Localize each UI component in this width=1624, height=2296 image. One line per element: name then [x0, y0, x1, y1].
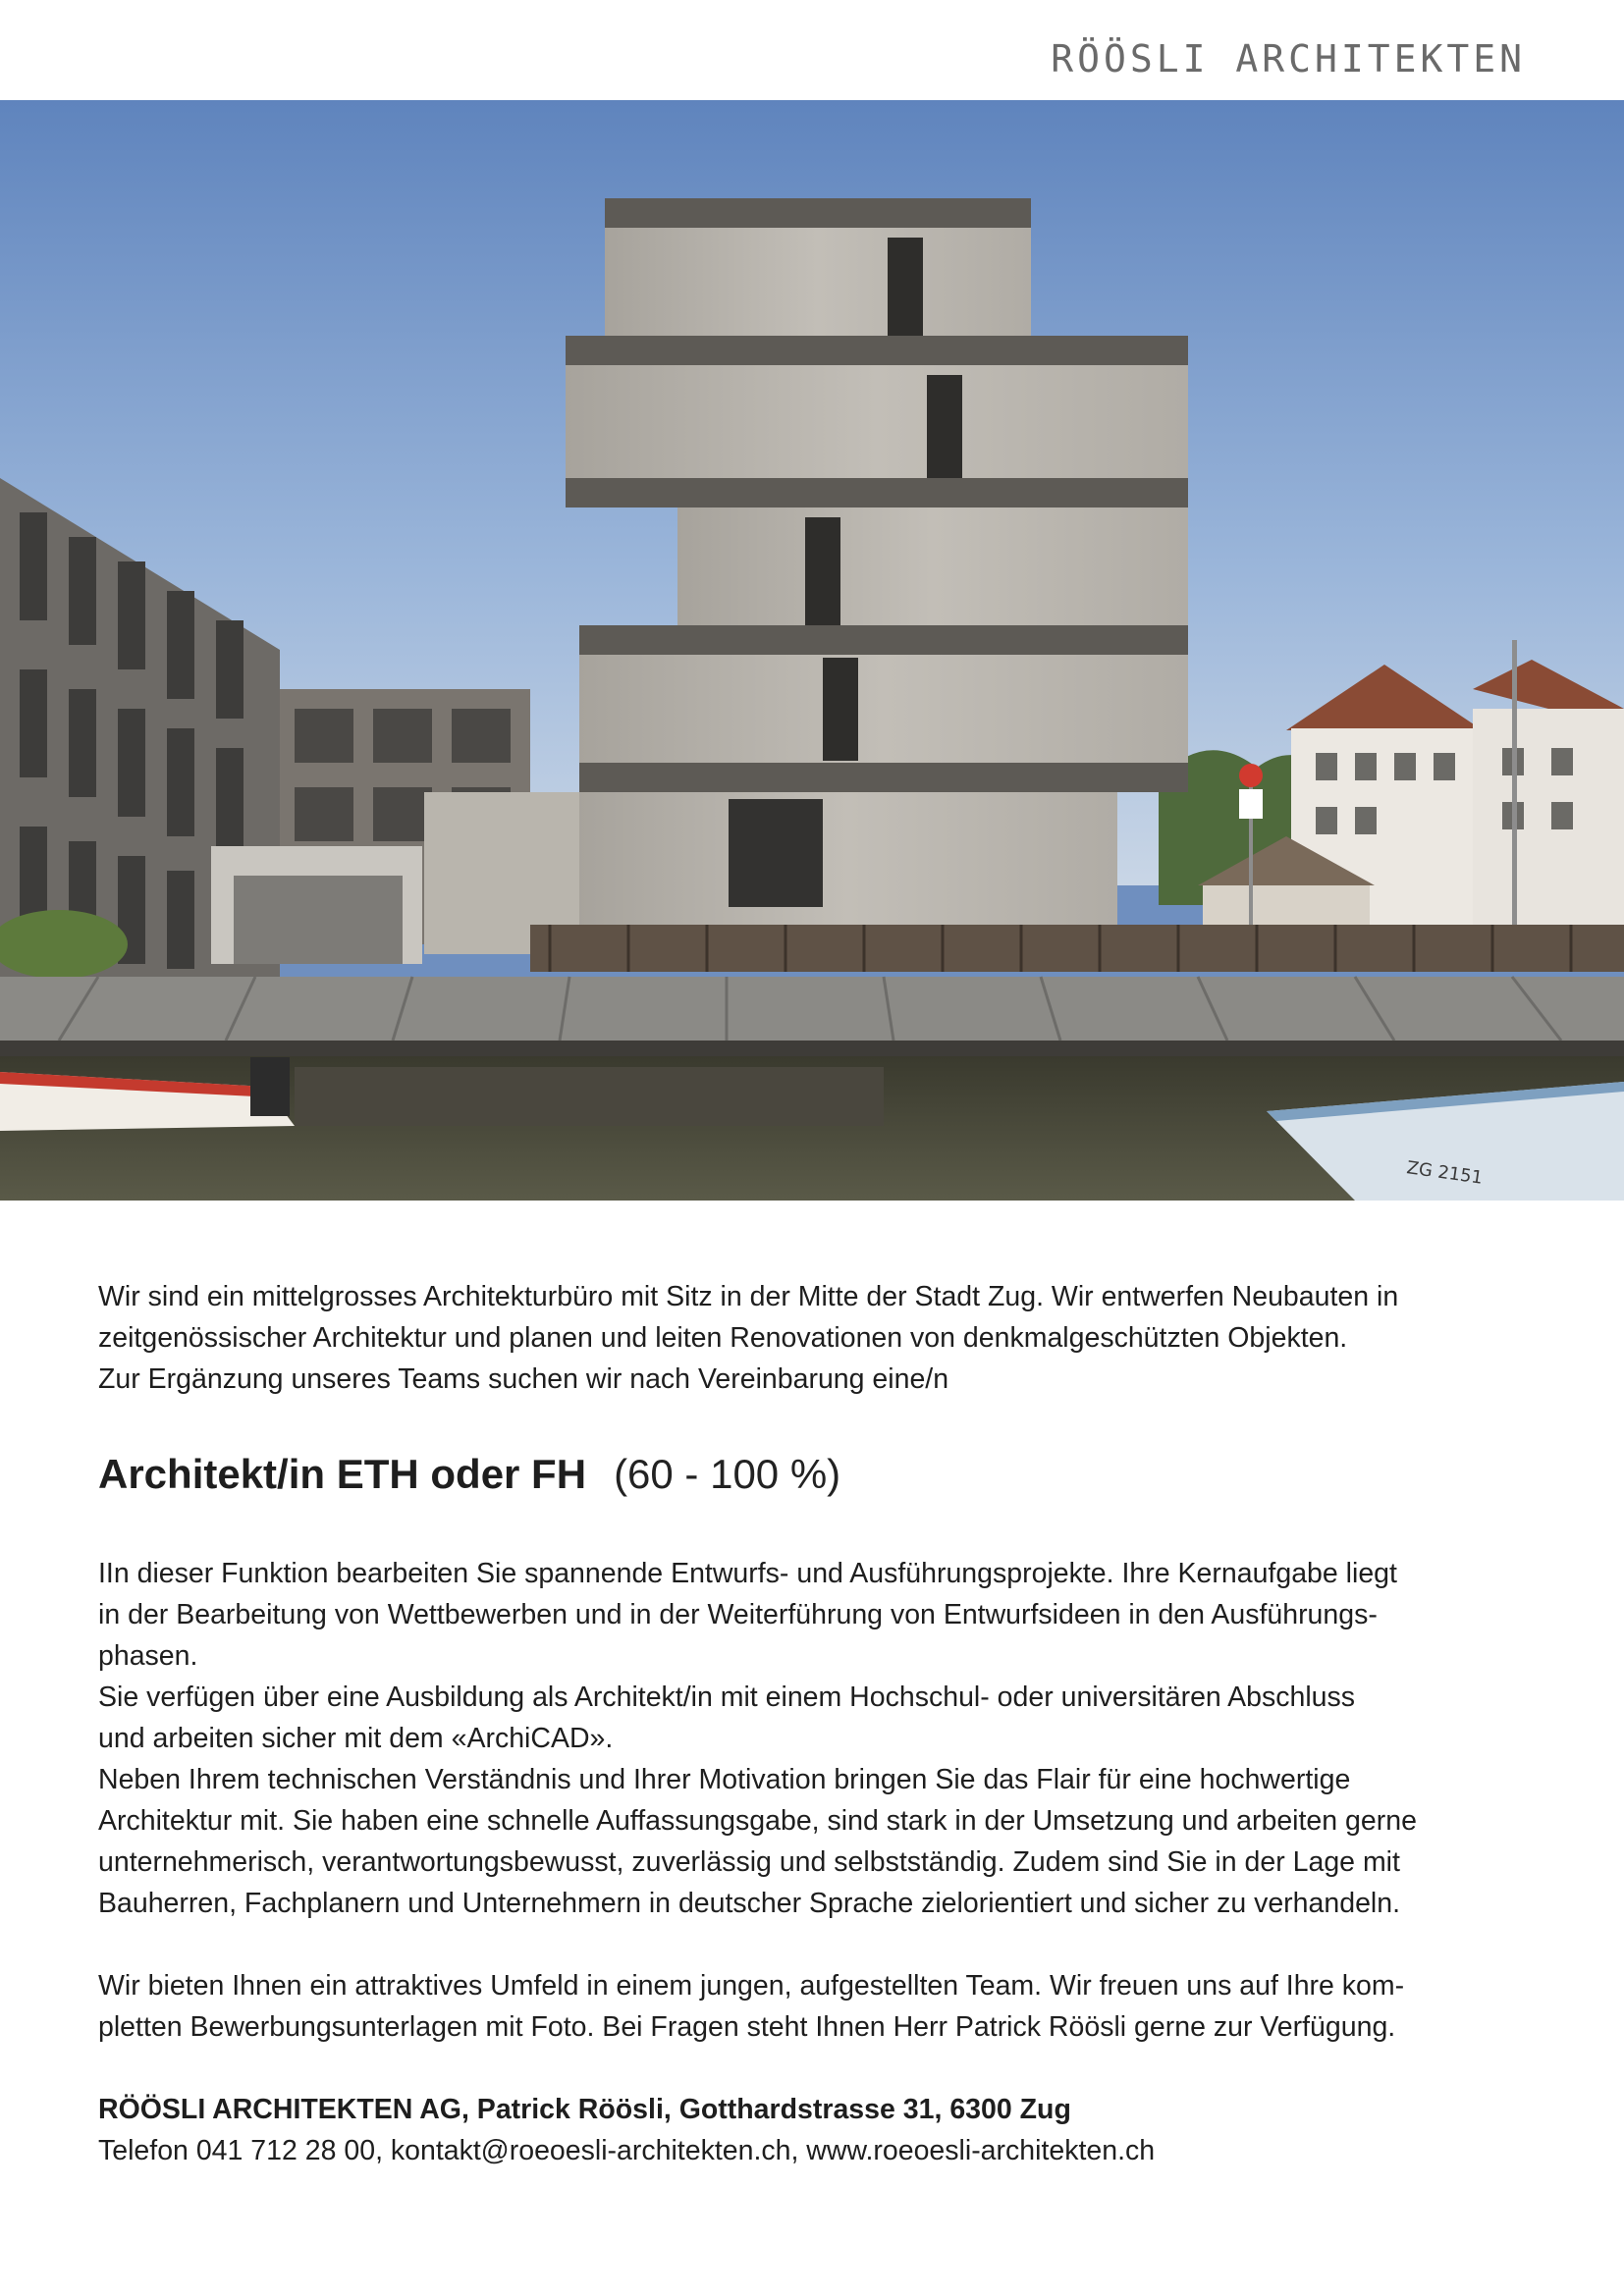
description-line: Architektur mit. Sie haben eine schnelle Auffassungsgabe, sind stark in der Umsetzung und arbeiten gerne: [98, 1805, 1417, 1837]
offer-line: pletten Bewerbungsunterlagen mit Foto. Bei Fragen steht Ihnen Herr Patrick Röösli gerne zur Verfügung.: [98, 2011, 1396, 2043]
contact-block: [98, 2089, 1532, 2171]
description-line: unternehmerisch, verantwortungsbewusst, zuverlässig und selbstständig. Zudem sind Sie in der Lage mit: [98, 1846, 1400, 1878]
job-percentage: (60 - 100 %): [614, 1451, 841, 1497]
description-line: Sie verfügen über eine Ausbildung als Architekt/in mit einem Hochschul- oder universitären Abschluss: [98, 1682, 1356, 1713]
intro-line: Zur Ergänzung unseres Teams suchen wir nach Vereinbarung eine/n: [98, 1363, 949, 1395]
intro-line: zeitgenössischer Architektur und planen und leiten Renovationen von denkmalgeschützten Objekten.: [98, 1322, 1348, 1354]
job-title: Architekt/in ETH oder FH: [98, 1451, 587, 1497]
hero-photo-building: [0, 100, 1624, 1201]
description-line: phasen.: [98, 1640, 198, 1672]
intro-line: Wir sind ein mittelgrosses Architekturbüro mit Sitz in der Mitte der Stadt Zug. Wir entwerfen Neubauten in: [98, 1281, 1399, 1312]
description-line: Neben Ihrem technischen Verständnis und Ihrer Motivation bringen Sie das Flair für eine hochwertige: [98, 1764, 1351, 1795]
contact-company-address: RÖÖSLI ARCHITEKTEN AG, Patrick Röösli, Gotthardstrasse 31, 6300 Zug: [98, 2094, 1071, 2125]
brand-wordmark: RÖÖSLI ARCHITEKTEN: [1051, 37, 1526, 80]
job-description: [98, 1553, 1532, 2048]
job-advert-content: [98, 1276, 1532, 2171]
description-line: Bauherren, Fachplanern und Unternehmern in deutscher Sprache zielorientiert und sicher zu verhandeln.: [98, 1888, 1401, 1919]
contact-details: Telefon 041 712 28 00, kontakt@roeoesli-architekten.ch, www.roeoesli-architekten.ch: [98, 2135, 1156, 2166]
intro-paragraph: [98, 1276, 1532, 1400]
offer-line: Wir bieten Ihnen ein attraktives Umfeld in einem jungen, aufgestellten Team. Wir freuen uns auf Ihre kom-: [98, 1970, 1405, 2002]
job-title-heading: [98, 1447, 1532, 1502]
boat-registration-label: ZG 2151: [1405, 1157, 1485, 1189]
description-line: in der Bearbeitung von Wettbewerben und in der Weiterführung von Entwurfsideen in den Ausführungs-: [98, 1599, 1378, 1630]
description-line: und arbeiten sicher mit dem «ArchiCAD».: [98, 1723, 614, 1754]
description-line: IIn dieser Funktion bearbeiten Sie spannende Entwurfs- und Ausführungsprojekte. Ihre Kernaufgabe liegt: [98, 1558, 1397, 1589]
